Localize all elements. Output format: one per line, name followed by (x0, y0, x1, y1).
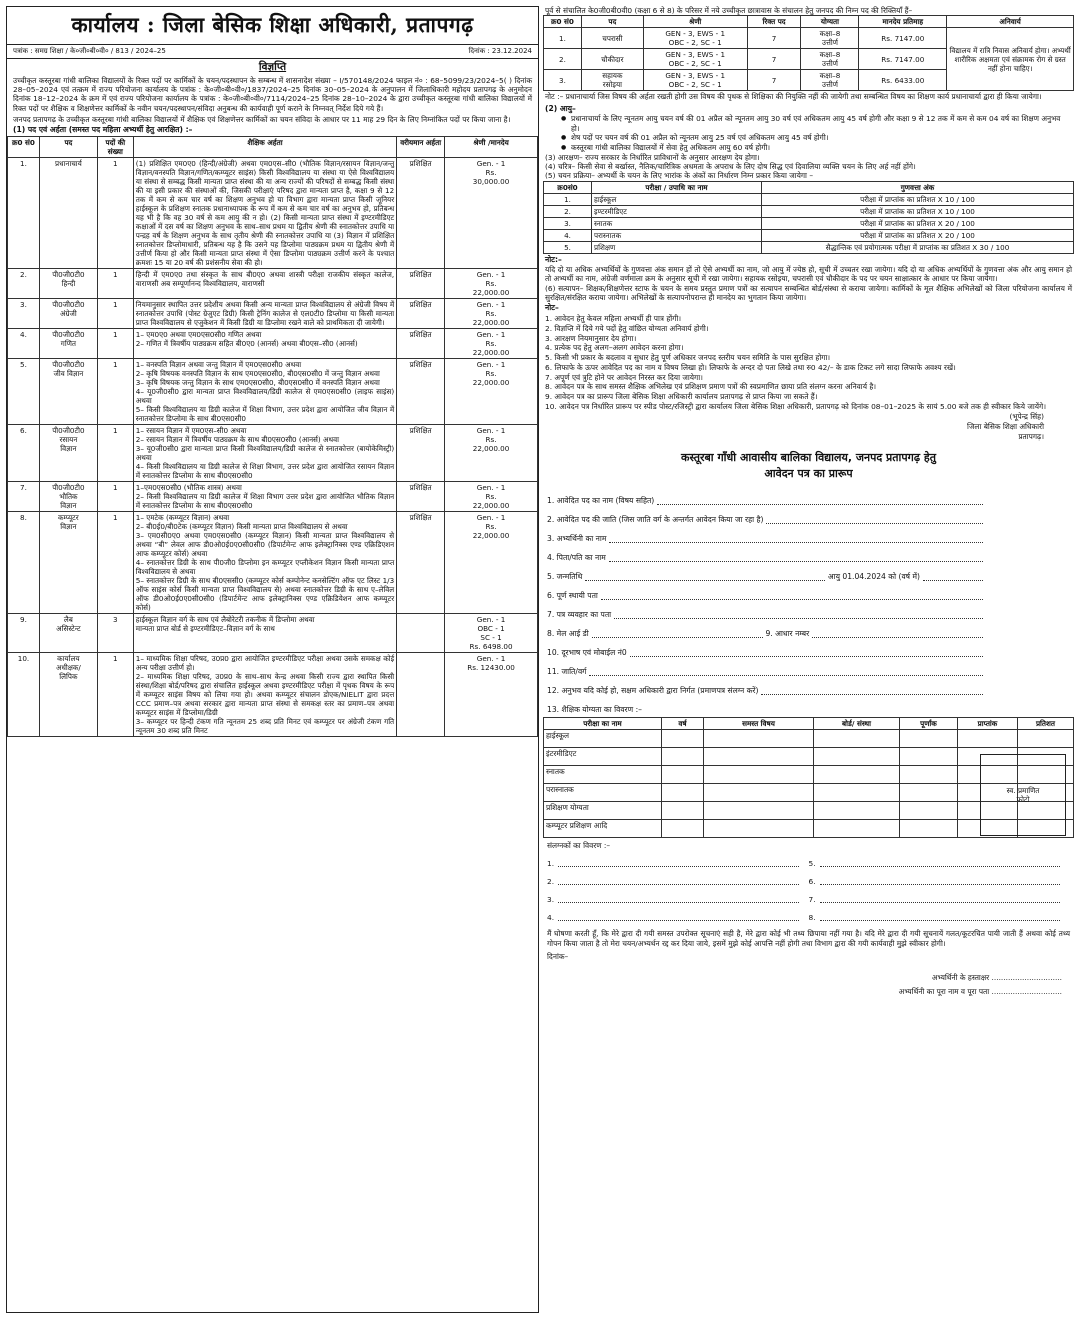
ecell-blank (704, 748, 814, 766)
cell-pref: प्रशिक्षित (397, 268, 445, 298)
table-row (8, 358, 538, 424)
enclosure-number: 8. (808, 913, 816, 923)
signatory-name: (भूपेन्द्र सिंह) (1009, 411, 1044, 421)
field-label: 7. पत्र व्यवहार का पता (547, 609, 612, 619)
note2-heading: नोट:– (545, 254, 562, 264)
field-blank (589, 667, 983, 676)
field-label: 6. पूर्ण स्थायी पता (547, 590, 598, 600)
field-label: 13. शैक्षिक योग्यता का विवरण :– (547, 704, 642, 714)
enclosure-blank (558, 866, 798, 867)
signatory-designation: जिला बेसिक शिक्षा अधिकारी (967, 422, 1044, 432)
hcell-pay: Rs. 6433.00 (859, 70, 947, 91)
hcell-count: 7 (747, 70, 801, 91)
hcol-sn: क्र0 सं0 (544, 16, 582, 28)
dob-age-label: आयु 01.04.2024 को (वर्ष में) (827, 571, 920, 581)
mcol-sn: क्र0सं0 (544, 181, 592, 193)
hcell-sn: 1. (544, 28, 582, 49)
form-field-row (543, 657, 983, 676)
ecol-obtained: प्राप्तांक (958, 718, 1018, 730)
ecell-blank (662, 730, 704, 748)
enclosure-number: 6. (808, 877, 816, 887)
ecell-exam: परास्नातक (544, 784, 662, 802)
field-label: 1. आवेदित पद का नाम (विषय सहित) (547, 495, 655, 505)
principal-note: नोट :– प्रधानाचार्या जिस विषय की अर्हता रखती होगी उस विषय की पृथक से शिक्षिका की नियुक्ति नहीं की जायेगी तथा सम्बन्धित विषय का शिक्षण कार्य प्रधानाचार्या द्वारा ही किया जायेगा। (545, 92, 1042, 102)
cell-cat: Gen. - 1 Rs. 22,000.00 (445, 268, 538, 298)
ecol-max: पूर्णांक (900, 718, 958, 730)
enclosure-number: 7. (808, 895, 816, 905)
enclosure-item (547, 851, 809, 869)
ecell-exam: हाईस्कूल (544, 730, 662, 748)
candidate-name-address: अभ्यर्थिनी का पूरा नाम व पूरा पता .............................. (898, 986, 1062, 996)
mcell-sn: 4. (544, 229, 592, 241)
ecell-exam: कम्प्यूटर प्रशिक्षण आदि (544, 820, 662, 838)
cell-sn: 2. (8, 268, 40, 298)
ecell-blank (704, 730, 814, 748)
ecell-blank (814, 784, 900, 802)
cell-pref (397, 652, 445, 736)
ecell-blank (900, 766, 958, 784)
field-label: 3. अभ्यर्थिनी का नाम (547, 533, 607, 543)
ecell-blank (900, 784, 958, 802)
name-address-label: अभ्यर्थिनी का पूरा नाम व पूरा पता (898, 986, 990, 996)
verification-clause: (6) सत्यापन– शिक्षक/शिक्षणेत्तर स्टाफ के चयन के समय प्रस्तुत प्रमाण पत्रों का सत्यापन सम्बन्धित बोर्ड/संस्था से कराया जायेगा। कार्मिकों के मूल शैक्षिक अभिलेखों को जिला परियोजना कार्यालय में सुरक्षित/संरक्षित कराया जायेगा। अभिलेखों के सत्यापनोपरान्त ही मानदेय का भुगतान किया जायेगा। (545, 283, 1072, 302)
cell-post: कम्प्यूटर विज्ञान (39, 511, 97, 613)
character-clause: (4) चरित्र– किसी सेवा से बर्खास्त, नैतिक/चारित्रिक अधमता के अपराध के लिए दोष सिद्ध एवं दिवालिया व्यक्ति चयन के लिए अर्ह नहीं होंगे। (545, 162, 916, 172)
cell-count: 1 (97, 358, 133, 424)
cell-qual: 1– माध्यमिक शिक्षा परिषद, उ0प्र0 द्वारा आयोजित इण्टरमीडिएट परीक्षा अथवा उसके समकक्ष कोई अन्य परीक्षा उत्तीर्ण हो। 2– माध्यमिक शिक्षा परिषद, उ0प्र0 के साथ–साथ केन्द्र अथवा किसी राज्य द्वारा स्थापित किसी संस्था/शिक्षा बोर्ड/परिषद द्वारा संचालित हाईस्कूल अथवा इण्टरमीडिएट परीक्षा में पृथक विषय के रूप में कम्प्यूटर साइंस विषय को लिया गया हो। अथवा कम्प्यूटर संचालन डोएक/NIELIT द्वारा प्रदत्त CCC प्रमाण–पत्र अथवा सरकार द्वारा मान्यता प्राप्त संस्था से समकक्ष स्तर का प्रमाण–पत्र अथवा कम्प्यूटर साइंस में डिप्लोमा/डिग्री 3– कम्प्यूटर पर हिन्दी टंकण गति न्यूनतम 25 शब्द प्रति मिनट एवं कम्प्यूटर पर अंग्रेजी टंकण गति न्यूनतम 30 शब्द प्रति मिनट (133, 652, 396, 736)
ecell-exam: प्रशिक्षण योग्यता (544, 802, 662, 820)
ecol-subjects: समस्त विषय (704, 718, 814, 730)
note-item: 10. आवेदन पत्र निर्धारित प्रारूप पर स्पीड पोस्ट/रजिस्ट्री द्वारा कार्यालय जिला बेसिक शिक्षा अधिकारी, प्रतापगढ़ को दिनांक 08–01–2025 के सायं 5.00 बजे तक ही स्वीकार किये जायेंगे। (545, 401, 1047, 411)
form-field-row (543, 581, 983, 600)
col-category: श्रेणी /मानदेय (445, 136, 538, 157)
intro-paragraph: उच्चीकृत कस्तूरबा गांधी बालिका विद्यालयों के रिक्त पदों पर कार्मिकों के चयन/पदस्थापन के सम्बन्ध में शासनादेश संख्या – I/570148/2024 फाइल नं० : 68–5099/23/2024–5( ) दिनांक 28–05–2024 एवं तत्क्रम में राज्य परियोजना कार्यालय के पत्रांक : के०जी०बी०वी०/1837/2024–25 दिनांक 30–05–2024 के अनुपालन में जिलाधिकारी महोदय प्रतापगढ़ के अनुमोदन दिनांक 18–12–2024 के क्रम में एवं राज्य परियोजना कार्यालय के पत्रांक : के०जी०बी०वी०/7114/2024–25 दिनांक 28–10–2024 के द्वारा उच्चीकृत कस्तूरबा गांधी बालिका विद्यालयों में रिक्त पदों पर शैक्षिक व शिक्षणेत्तर कार्मिकों के नवीन चयन/पदस्थापन/संविदा अनुबन्ध की कार्यवाही पूर्ण कराने के निम्नवत् निर्देश दिये गये हैं। (13, 75, 532, 113)
field-blank (609, 534, 983, 543)
table-row (8, 613, 538, 652)
cell-pref (397, 613, 445, 652)
mcell-exam: प्रशिक्षण (592, 241, 762, 253)
field-label: 10. दूरभाष एवं मोबाईल नं0 (547, 647, 627, 657)
note-item: 7. अपूर्ण एवं त्रुटि होने पर आवेदन निरस्त कर दिया जायेगा। (545, 372, 703, 382)
cell-sn: 1. (8, 157, 40, 268)
note-item: 6. लिफाफे के ऊपर आवेदित पद का नाम व विषय लिखा हो। लिफाफे के अन्दर दो पता लिखे तथा रु0 42/– के डाक टिकट लगे सादा लिफाफे अवश्य रखें। (545, 362, 956, 372)
field-blank (614, 610, 983, 619)
enclosure-blank (820, 866, 1060, 867)
mcell-sn: 5. (544, 241, 592, 253)
form-field-row (543, 676, 983, 695)
ecell-blank (900, 730, 958, 748)
ecell-blank (900, 802, 958, 820)
form-field-row (543, 638, 983, 657)
mcell-exam: इण्टरमीडिएट (592, 205, 762, 217)
age-heading: (2) आयु– (545, 103, 576, 113)
ecell-blank (900, 820, 958, 838)
candidate-signature: अभ्यर्थिनी के हस्ताक्षर .............................. (931, 973, 1062, 983)
table-row (8, 424, 538, 481)
field-blank (592, 629, 763, 638)
enclosure-number: 3. (547, 895, 555, 905)
cell-count: 1 (97, 652, 133, 736)
field-label: 5. जन्मतिथि (547, 571, 583, 581)
enclosure-number: 5. (808, 859, 816, 869)
cell-sn: 7. (8, 481, 40, 511)
cell-cat: Gen. - 1 Rs. 22,000.00 (445, 328, 538, 358)
ecell-blank (662, 820, 704, 838)
table-row (544, 217, 1074, 229)
table-row (8, 157, 538, 268)
ref-date: दिनांक : 23.12.2024 (468, 47, 532, 55)
cell-qual: हिन्दी में एम0ए0 तथा संस्कृत के साथ बी0ए0 अथवा शास्त्री परीक्षा राजकीय संस्कृत कालेज, वाराणसी अब सम्पूर्णानन्द विश्वविद्यालय, वाराणसी (133, 268, 396, 298)
cell-sn: 3. (8, 298, 40, 328)
enclosure-item (547, 887, 809, 905)
photo-box (980, 754, 1066, 836)
cell-cat: Gen. - 1 Rs. 12430.00 (445, 652, 538, 736)
enclosure-blank (558, 902, 798, 903)
mcell-marks: परीक्षा में प्राप्तांक का प्रतिशत X 20 / 100 (762, 217, 1074, 229)
cell-sn: 10. (8, 652, 40, 736)
enclosure-item (809, 887, 1071, 905)
col-post: पद (39, 136, 97, 157)
cell-qual: 1– रसायन विज्ञान में एम0एस–सी0 अथवा 2– रसायन विज्ञान में त्रिवर्षीय पाठ्यक्रम के साथ बी0एस0सी0 (आनर्स) अथवा 3– यू0जी0सी0 द्वारा मान्यता प्राप्त किसी विश्वविद्यालय/डिग्री कालेज से स्नातकोत्तर (बायोकेमिस्ट्री) अथवा 4– किसी विश्वविद्यालय या डिग्री कालेज से शिक्षा विभाग, उत्तर प्रदेश द्वारा आयोजित रसायन विज्ञान में स्नातकोत्तर डिप्लोमा के साथ बी0एस0सी0 (133, 424, 396, 481)
hcell-cat: GEN - 3, EWS - 1 OBC - 2, SC - 1 (643, 49, 747, 70)
form-field-row (543, 619, 983, 638)
hcell-qual: कक्षा–8 उत्तीर्ण (801, 49, 859, 70)
table-row (8, 298, 538, 328)
reference-line (7, 45, 538, 59)
hostel-intro: पूर्व से संचालित के0जी0बी0वी0 (कक्षा 6 से 8) के परिसर में नये उच्चीकृत छात्रावास के संचालन हेतु जनपद की निम्न पद की रिक्तियाँ हैं– (545, 6, 913, 15)
enclosure-item (809, 851, 1071, 869)
ecell-blank (704, 766, 814, 784)
photo-label: स्व. प्रमाणित फोटो (1006, 786, 1040, 804)
hcell-sn: 2. (544, 49, 582, 70)
enclosures-heading: संलग्नकों का विवरण :– (547, 841, 611, 851)
ecell-exam: स्नातक (544, 766, 662, 784)
col-sn: क्र0 सं0 (8, 136, 40, 157)
left-column (6, 6, 539, 1313)
selection-clause: (5) चयन प्रक्रिया– अभ्यर्थी के चयन के लिए भारांक के अंकों का निर्धारण निम्न प्रकार किया जायेगा – (545, 171, 814, 181)
right-column (543, 6, 1074, 1313)
note-item: 4. प्रत्येक पद हेतु अलग–अलग आवेदन करना होगा। (545, 343, 684, 353)
field-blank (630, 648, 983, 657)
ecell-blank (1018, 730, 1074, 748)
signatory-place: प्रतापगढ़। (1018, 432, 1044, 442)
cell-cat: Gen. - 1 Rs. 22,000.00 (445, 481, 538, 511)
enclosure-number: 1. (547, 859, 555, 869)
cell-cat: Gen. - 1 Rs. 22,000.00 (445, 358, 538, 424)
note3-heading: नोट– (545, 303, 559, 313)
ecell-blank (958, 730, 1018, 748)
form-field-row (543, 695, 983, 714)
field-blank (657, 496, 983, 505)
age-item: ● प्रधानाचार्या के लिए न्यूनतम आयु चयन वर्ष की 01 अप्रैल को न्यूनतम आयु 30 वर्ष एवं अधिकतम आयु 45 वर्ष होगी और कक्षा 9 से 12 तक में कम से कम 04 वर्ष का शिक्षण अनुभव हो। (549, 114, 1068, 133)
cell-post: पी0जी0टी0 जीव विज्ञान (39, 358, 97, 424)
cell-post: पी0जी0टी0 भौतिक विज्ञान (39, 481, 97, 511)
notes-list (543, 314, 1074, 411)
hcell-pay: Rs. 7147.00 (859, 28, 947, 49)
mcell-exam: हाईस्कूल (592, 193, 762, 205)
merit-table (543, 181, 1074, 254)
cell-pref: प्रशिक्षित (397, 424, 445, 481)
field-blank (601, 591, 983, 600)
ecol-board: बोर्ड/ संस्था (814, 718, 900, 730)
ecell-blank (814, 802, 900, 820)
mcell-exam: परास्नातक (592, 229, 762, 241)
cell-count: 1 (97, 157, 133, 268)
hcol-category: श्रेणी (643, 16, 747, 28)
posts-table-header (8, 136, 538, 157)
cell-qual: (1) प्रशिक्षित एम0ए0 (हिन्दी/अंग्रेजी) अथवा एम0एस–सी0 (भौतिक विज्ञान/रसायन विज्ञान/जन्तु विज्ञान/वनस्पति विज्ञान/गणित/कम्प्यूटर साइंस) किसी विश्वविद्यालय या संस्था या ऐसे विश्वविद्यालय या संस्था से सम्बद्ध किसी मान्यता प्राप्त संस्था की या अन्य राज्यों की परिषदों से सम्बद्ध किसी संस्था की या इसी प्रकार की संस्थाओं की, जिसकी परीक्षाएं परिषद द्वारा मान्यता प्राप्त है, कक्षा 9 से 12 तक में कम से कम चार वर्ष का शिक्षण अनुभव हो या विभाग द्वारा मान्यता प्राप्त किसी जूनियर हाईस्कूल के प्रशिक्षण स्नातक प्रधानाध्यापक के रूप में कम से कम चार वर्ष का अनुभव हो, प्रतिबन्ध यह भी है कि वह 30 वर्ष से कम आयु की न हो। (2) किसी मान्यता प्राप्त संस्था में इण्टरमीडिएट कक्षाओं में दस वर्ष का शिक्षण अनुभव के साथ–साथ प्रथम या द्वितीय श्रेणी की स्नातकोत्तर उपाधि या पन्द्रह वर्ष के शिक्षण अनुभव के साथ तृतीय श्रेणी की स्नातकोत्तर उपाधि या (3) विज्ञान में प्रशिक्षित स्नातकोत्तर डिप्लोमाधारी, प्रतिबन्ध यह है कि उसने यह डिप्लोमा पाठ्यक्रम प्रथम या द्वितीय श्रेणी में उत्तीर्ण किया हो और किसी मान्यता प्राप्त संस्था में ऐसा डिप्लोमा पाठ्यक्रम उत्तीर्ण करने के पश्चात क्रमशः 15 या 20 वर्ष की प्रशंसनीय सेवा की हो। (133, 157, 396, 268)
cell-pref: प्रशिक्षित (397, 358, 445, 424)
note-item: 1. आवेदन हेतु केवल महिला अभ्यर्थी ही पात्र होंगी। (545, 314, 682, 324)
enclosure-blank (558, 884, 798, 885)
ecell-blank (662, 766, 704, 784)
cell-post: प्रधानाचार्य (39, 157, 97, 268)
field-blank (766, 515, 983, 524)
field-label: 12. अनुभव यदि कोई हो, सक्षम अधिकारी द्वारा निर्गत (प्रमाणपत्र संलग्न करें) (547, 685, 759, 695)
ecol-percent: प्रतिशत (1018, 718, 1074, 730)
hcell-qual: कक्षा–8 उत्तीर्ण (801, 28, 859, 49)
cell-sn: 5. (8, 358, 40, 424)
hcol-vacancy: रिक्त पद (747, 16, 801, 28)
hcol-qualification: योग्यता (801, 16, 859, 28)
enclosures-list (543, 851, 1074, 923)
enclosure-blank (820, 902, 1060, 903)
table-row (544, 193, 1074, 205)
form-title: कस्तूरबा गाँधी आवासीय बालिका विद्यालय, जनपद प्रतापगढ़ हेतु (681, 450, 936, 464)
ref-number: पत्रांक : समग्र शिक्षा / के०जी०बी०वी० / 813 / 2024–25 (13, 47, 166, 55)
ecell-blank (662, 802, 704, 820)
ecol-year: वर्ष (662, 718, 704, 730)
enclosure-number: 2. (547, 877, 555, 887)
col-preferred: वरीयमान अर्हता (397, 136, 445, 157)
cell-pref: प्रशिक्षित (397, 157, 445, 268)
application-fields (543, 486, 983, 714)
cell-post: कार्यालय अधीक्षक/ लिपिक (39, 652, 97, 736)
table-row (8, 481, 538, 511)
cell-pref: प्रशिक्षित (397, 328, 445, 358)
intro-paragraph-2: जनपद प्रतापगढ़ के उच्चीकृत कस्तूरबा गांधी बालिका विद्यालयों में शैक्षिक एवं शिक्षणेत्तर कार्मिकों का चयन संविदा के आधार पर 11 माह 29 दिन के लिए निम्नांकित पदों पर किया जाना है। (13, 114, 511, 124)
ecell-blank (900, 748, 958, 766)
mcell-sn: 3. (544, 217, 592, 229)
cell-post: पी0जी0टी0 अंग्रेजी (39, 298, 97, 328)
hcell-count: 7 (747, 28, 801, 49)
cell-count: 3 (97, 613, 133, 652)
signature-label: अभ्यर्थिनी के हस्ताक्षर (931, 973, 990, 983)
note2-text: यदि दो या अधिक अभ्यर्थियों के गुणवत्ता अंक समान हों तो ऐसे अभ्यर्थी का नाम, जो आयु में ज्येष्ठ हो, सूची में उच्चतर रखा जायेगा। यदि दो या अधिक अभ्यर्थियों के गुणवत्ता अंक और आयु समान हो तो अभ्यर्थी का नाम, अंग्रेजी वर्णमाला क्रम के अनुसार सूची में रखा जायेगा। सहायक रसोइया, चपरासी एवं चौकीदार के पद पर चयन साक्षात्कार के आधार पर किया जायेगा। (545, 265, 1072, 284)
cell-pref: प्रशिक्षित (397, 511, 445, 613)
hostel-posts-table (543, 15, 1074, 91)
cell-count: 1 (97, 298, 133, 328)
enclosure-item (809, 905, 1071, 923)
ecell-blank (662, 784, 704, 802)
hcell-count: 7 (747, 49, 801, 70)
cell-count: 1 (97, 328, 133, 358)
table-row (8, 652, 538, 736)
cell-sn: 6. (8, 424, 40, 481)
field-blank (812, 629, 983, 638)
mcell-exam: स्नातक (592, 217, 762, 229)
cell-pref: प्रशिक्षित (397, 298, 445, 328)
cell-count: 1 (97, 424, 133, 481)
cell-qual: हाईस्कूल विज्ञान वर्ग के साथ एवं लैबोरेटरी तकनीक में डिप्लोमा अथवा मान्यता प्राप्त बोर्ड से इण्टरमीडिएट–विज्ञान वर्ग के साथ (133, 613, 396, 652)
table-row (544, 28, 1074, 49)
ecell-blank (814, 748, 900, 766)
table-row (544, 229, 1074, 241)
table-row (8, 511, 538, 613)
cell-qual: 1–एम0एस0सी0 (भौतिक शास्त्र) अथवा 2– किसी विश्वविद्यालय या डिग्री कालेज में शिक्षा विभाग उत्तर प्रदेश द्वारा आयोजित भौतिक विज्ञान में स्नातकोत्तर डिप्लोमा के साथ बी0एस0सी0 (133, 481, 396, 511)
form-field-row (543, 543, 983, 562)
enclosure-item (547, 905, 809, 923)
field-blank (609, 553, 983, 562)
enclosure-blank (558, 920, 798, 921)
mcell-marks: परीक्षा में प्राप्तांक का प्रतिशत X 20 / 100 (762, 229, 1074, 241)
table-row (8, 328, 538, 358)
mcol-marks: गुणवत्ता अंक (762, 181, 1074, 193)
cell-cat: Gen. - 1 Rs. 22,000.00 (445, 424, 538, 481)
office-banner: कार्यालय : जिला बेसिक शिक्षा अधिकारी, प्रतापगढ़ (7, 7, 538, 45)
cell-pref: प्रशिक्षित (397, 481, 445, 511)
section-1-heading: (1) पद एवं अर्हता (समस्त पद महिला अभ्यर्थी हेतु आरक्षित) :– (13, 125, 193, 135)
mcell-sn: 2. (544, 205, 592, 217)
form-field-row (543, 486, 983, 505)
ecell-exam: इंटरमीडिएट (544, 748, 662, 766)
hcol-mandatory: अनिवार्य (947, 16, 1074, 28)
hcol-post: पद (581, 16, 643, 28)
note-item: 5. किसी भी प्रकार के बदलाव व सुधार हेतु पूर्ण अधिकार जनपद स्तरीय चयन समिति के पास सुरक्षित होगा। (545, 353, 831, 363)
col-qualification: शैक्षिक अर्हता (133, 136, 396, 157)
notice-heading: विज्ञप्ति (258, 60, 287, 73)
hcell-mandatory: विद्यालय में रात्रि निवास अनिवार्य होगा। अभ्यर्थी शारीरिक अक्षमता एवं संक्रामक रोग से ग्रस्त नहीं होना चाहिए। (947, 28, 1074, 91)
enclosure-number: 4. (547, 913, 555, 923)
mcol-exam: परीक्षा / उपाधि का नाम (592, 181, 762, 193)
field-blank (585, 572, 824, 581)
enclosure-item (547, 869, 809, 887)
ecell-blank (814, 766, 900, 784)
cell-cat: Gen. - 1 Rs. 30,000.00 (445, 157, 538, 268)
field-blank (761, 686, 983, 695)
cell-cat: Gen. - 1 Rs. 22,000.00 (445, 298, 538, 328)
cell-post: पी0जी0टी0 हिन्दी (39, 268, 97, 298)
hcell-pay: Rs. 7147.00 (859, 49, 947, 70)
field-label: 8. मेल आई डी (547, 628, 589, 638)
hcell-sn: 3. (544, 70, 582, 91)
ecol-exam: परीक्षा का नाम (544, 718, 662, 730)
note-item: 9. आवेदन पत्र का प्रारूप जिला बेसिक शिक्षा अधिकारी कार्यालय प्रतापगढ़ से प्राप्त किया जा सकते हैं। (545, 392, 818, 402)
form-subtitle: आवेदन पत्र का प्रारूप (764, 466, 853, 480)
hcol-pay: मानदेय प्रतिमाह (859, 16, 947, 28)
hcell-cat: GEN - 3, EWS - 1 OBC - 2, SC - 1 (643, 28, 747, 49)
cell-count: 1 (97, 511, 133, 613)
posts-table (7, 136, 538, 737)
field-label: 2. आवेदित पद की जाति (जिस जाति वर्ग के अन्तर्गत आवेदन किया जा रहा है) (547, 514, 764, 524)
cell-post: पी0जी0टी0 गणित (39, 328, 97, 358)
enclosure-blank (820, 884, 1060, 885)
form-field-row (543, 562, 983, 581)
ecell-blank (704, 802, 814, 820)
hcell-post: चौकीदार (581, 49, 643, 70)
cell-count: 1 (97, 268, 133, 298)
reservation-clause: (3) आरक्षण– राज्य सरकार के निर्धारित प्राविधानों के अनुसार आरक्षण देय होगा। (545, 152, 760, 162)
table-row (8, 268, 538, 298)
field-label: 11. जाति/वर्ग (547, 666, 587, 676)
mcell-marks: परीक्षा में प्राप्तांक का प्रतिशत X 10 / 100 (762, 205, 1074, 217)
enclosure-blank (820, 920, 1060, 921)
hcell-post: सहायक रसोइया (581, 70, 643, 91)
enclosure-item (809, 869, 1071, 887)
form-field-row (543, 524, 983, 543)
ecell-blank (704, 820, 814, 838)
field-label: 4. पिता/पति का नाम (547, 552, 606, 562)
cell-qual: नियमानुसार स्थापित उत्तर प्रदेशीय अथवा किसी अन्य मान्यता प्राप्त विश्वविद्यालय से अंग्रेजी विषय में स्नातकोत्तर उपाधि (पोस्ट ग्रेजुएट डिग्री) किसी ट्रेनिंग कालेज से एल0टी0 डिप्लोमा या किसी मान्यता प्राप्त विश्वविद्यालय से एजुकेशन में किसी डिग्री या डिप्लोमा रखने वाले को प्राथमिकता दी जायेगी। (133, 298, 396, 328)
signatory-block (543, 412, 1074, 443)
mcell-marks: परीक्षा में प्राप्तांक का प्रतिशत X 10 / 100 (762, 193, 1074, 205)
aadhar-label: 9. आधार नम्बर (765, 628, 810, 638)
hcell-cat: GEN - 3, EWS - 1 OBC - 2, SC - 1 (643, 70, 747, 91)
cell-sn: 8. (8, 511, 40, 613)
form-field-row (543, 600, 983, 619)
table-row (544, 205, 1074, 217)
table-row (544, 241, 1074, 253)
col-count: पदों की संख्या (97, 136, 133, 157)
age-item: ● कस्तूरबा गांधी बालिका विद्यालयों में सेवा हेतु अधिकतम आयु 60 वर्ष होगी। (549, 143, 1068, 152)
cell-post: पी0जी0टी0 रसायन विज्ञान (39, 424, 97, 481)
cell-sn: 9. (8, 613, 40, 652)
form-field-row (543, 505, 983, 524)
age-list (543, 114, 1074, 152)
ecell-blank (662, 748, 704, 766)
cell-qual: 1– एमटेक (कम्प्यूटर विज्ञान) अथवा 2– बी0ई0/बी0टेक (कम्प्यूटर विज्ञान) किसी मान्यता प्राप्त विश्वविद्यालय से अथवा 3– एम0सी0ए0 अथवा एम0एस0सी0 (कम्प्यूटर विज्ञान) किसी मान्यता प्राप्त विश्वविद्यालय से अथवा “बी” लेवल आफ डी0ओ0ई0ए0सी0सी0 (डिपार्टमेन्ट आफ इलेक्ट्रानिक्स एण्ड एक्रिडिएशन आफ कम्प्यूटर कोर्स) अथवा 4– स्नातकोत्तर डिग्री के साथ पी0जी0 डिप्लोमा इन कम्प्यूटर एप्लीकेशन विज्ञान किसी मान्यता प्राप्त विश्वविद्यालय से अथवा 5– स्नातकोत्तर डिग्री के साथ बी0एससी0 (कम्प्यूटर कोर्स कम्पोनेन्ट कनसेल्टिंग ऑफ एट लिस्ट 1/3 ऑफ साइंस कोर्स किसी मान्यता प्राप्त विश्वविद्यालय से) अथवा स्नातकोत्तर डिग्री के साथ ए–लेविल ऑफ डी0ओ0ई0ए0सी0सी0 (डिपार्टमेन्ट आफ इलेक्ट्रानिक्स एण्ड एक्रिडियेशन आफ कम्प्यूटर कोर्स) (133, 511, 396, 613)
note-item: 3. आरक्षण नियमानुसार देय होगा। (545, 333, 637, 343)
cell-qual: 1– एम0ए0 अथवा एम0एस0सी0 गणित अथवा 2– गणित में त्रिवर्षीय पाठ्यक्रम सहित बी0ए0 (आनर्स) अथवा बी0एस–सी0 (आनर्स) (133, 328, 396, 358)
ecell-blank (704, 784, 814, 802)
ecell-blank (814, 820, 900, 838)
note-item: 8. आवेदन पत्र के साथ समस्त शैक्षिक अभिलेख एवं प्रशिक्षण प्रमाण पत्रों की स्वप्रमाणित छाया प्रति संलग्न करना अनिवार्य है। (545, 382, 877, 392)
cell-qual: 1– वनस्पति विज्ञान अथवा जन्तु विज्ञान में एम0एस0सी0 अथवा 2– कृषि विषयक वनस्पति विज्ञान के साथ एम0एस0सी0, बी0एस0सी0 में जन्तु विज्ञान अथवा 3– कृषि विषयक जन्तु विज्ञान के साथ एम0एस0सी0, बी0एस0सी0 में वनस्पति विज्ञान अथवा 4– यू0जी0सी0 द्वारा मान्यता प्राप्त विश्वविद्यालय/डिग्री कालेज से एम0एस0सी0 (लाइफ साइंस) अथवा 5– किसी विश्वविद्यालय या डिग्री कालेज में शिक्षा विभाग, उत्तर प्रदेश द्वारा आयोजित जीव विज्ञान में स्नातकोत्तर डिप्लोमा के साथ बी0एस0सी0 (133, 358, 396, 424)
hcell-post: चपरासी (581, 28, 643, 49)
age-item: ● शेष पदों पर चयन वर्ष की 01 अप्रैल को न्यूनतम आयु 25 वर्ष एवं अधिकतम आयु 45 वर्ष होगी। (549, 133, 1068, 142)
mcell-marks: सैद्धान्तिक एवं प्रयोगात्मक परीक्षा में प्राप्तांक का प्रतिशत X 30 / 100 (762, 241, 1074, 253)
cell-post: लैब असिस्टेन्ट (39, 613, 97, 652)
cell-cat: Gen. - 1 OBC - 1 SC - 1 Rs. 6498.00 (445, 613, 538, 652)
cell-count: 1 (97, 481, 133, 511)
field-blank (923, 572, 983, 581)
date-label: दिनांक– (547, 952, 569, 961)
cell-sn: 4. (8, 328, 40, 358)
cell-cat: Gen. - 1 Rs. 22,000.00 (445, 511, 538, 613)
ecell-blank (814, 730, 900, 748)
table-row (544, 730, 1074, 748)
mcell-sn: 1. (544, 193, 592, 205)
note-item: 2. विज्ञप्ति में दिये गये पदों हेतु वांछित योग्यता अनिवार्य होगी। (545, 323, 709, 333)
hcell-qual: कक्षा–8 उत्तीर्ण (801, 70, 859, 91)
declaration: मैं घोषणा करती हूँ, कि मेरे द्वारा दी गयी समस्त उपरोक्त सूचनाएं सही है, मेरे द्वारा कोई भी तथ्य छिपाया नहीं गया है। यदि मेरे द्वारा दी गयी सूचनायें गलत/कूटरचित पायी जाती हैं अथवा कोई तथ्य गोपन किया जाता है तो मेरा चयन/अभ्यर्थन रद्द कर दिया जाये, इसमें मुझे कोई आपत्ति नहीं होगी तथा विभाग द्वारा की गयी कार्यवाही मुझे स्वीकार होगी। (547, 928, 1070, 949)
